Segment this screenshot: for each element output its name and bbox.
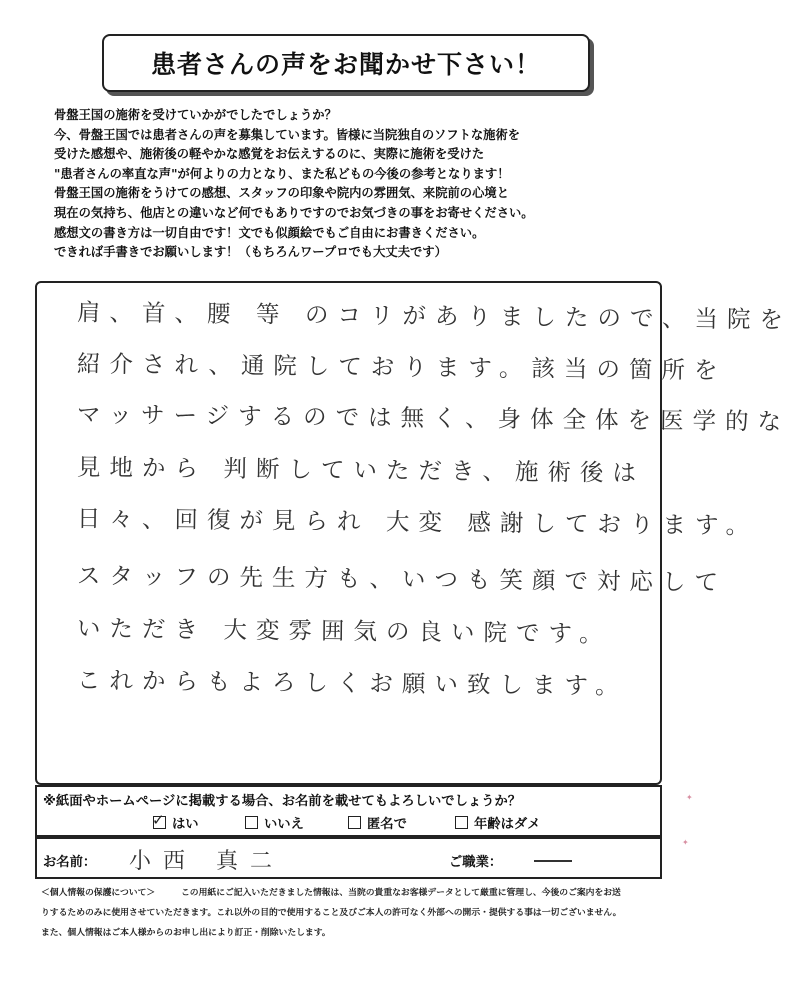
job-label: ご職業：	[449, 855, 503, 870]
comment-line: いただき 大変雰囲気の良い院です。	[76, 614, 612, 648]
option-label: 年齢はダメ	[474, 817, 541, 832]
intro-line: "患者さんの率直な声"が何よりの力となり、また私どもの今後の参考となります！	[54, 166, 510, 181]
intro-line: 現在の気持ち、他店との違いなど何でもありですのでお気づきの事をお寄せください。	[54, 205, 534, 220]
consent-question: ※紙面やホームページに掲載する場合、お名前を載せてもよろしいでしょうか？	[43, 794, 522, 809]
privacy-line: りするためのみに使用させていただきます。これ以外の目的で使用すること及びご本人の許可なく外部への開示・提供する事は一切ございません。	[41, 908, 622, 918]
consent-section	[35, 785, 662, 837]
job-value-dash[interactable]	[534, 860, 572, 862]
checkbox[interactable]	[245, 816, 258, 829]
intro-line: 骨盤王国の施術をうけての感想、スタッフの印象や院内の雰囲気、来院前の心境と	[54, 186, 509, 201]
privacy-line: この用紙にご記入いただきました情報は、当院の貴重なお客様データとして厳重に管理し、今後のご案内をお送	[181, 888, 621, 898]
checkbox[interactable]	[152, 811, 166, 829]
name-value[interactable]: 小西 真二	[129, 849, 284, 874]
comment-line: これからもよろしくお願い致します。	[76, 666, 628, 700]
comment-line: スタッフの先生方も、いつも笑顔で対応して	[76, 561, 728, 597]
option-label: 匿名で	[367, 817, 407, 832]
intro-line: できれば手書きでお願いします！（もちろんワープロでも大丈夫です）	[54, 245, 447, 260]
comment-line: 見地から 判断していただき、施術後は	[76, 453, 646, 487]
intro-line: 感想文の書き方は一切自由です！文でも似顔絵でもご自由にお書きください。	[54, 225, 485, 240]
checkbox[interactable]	[455, 816, 468, 829]
title-banner	[102, 34, 590, 92]
comment-line: 紹介され、通院しております。該当の箇所を	[76, 349, 727, 385]
name-section	[35, 837, 662, 879]
intro-line: 今、骨盤王国では患者さんの声を募集しています。皆様に当院独自のソフトな施術を	[54, 127, 521, 142]
option-no[interactable]	[245, 813, 304, 832]
checkbox[interactable]	[348, 816, 361, 829]
comment-area	[35, 281, 792, 785]
option-label: いいえ	[264, 817, 304, 832]
decoration-dot-icon: ✦	[686, 793, 693, 802]
name-label: お名前：	[43, 855, 97, 870]
option-yes[interactable]	[153, 813, 199, 832]
comment-line: マッサージするのでは無く、身体全体を医学的な	[76, 400, 791, 436]
comment-line: 日々、回復が見られ 大変 感謝しております。	[76, 504, 759, 540]
decoration-dot-icon: ✦	[682, 838, 689, 847]
privacy-notice	[41, 883, 661, 943]
intro-text	[54, 106, 664, 263]
option-no-age[interactable]	[455, 813, 540, 832]
privacy-heading: ＜個人情報の保護について＞	[41, 888, 156, 898]
check-mark-icon: ✓	[152, 811, 165, 829]
option-label: はい	[172, 817, 199, 832]
page-title: 患者さんの声をお聞かせ下さい！	[150, 50, 541, 79]
intro-line: 骨盤王国の施術を受けていかがでしたでしょうか？	[54, 108, 337, 122]
intro-line: 受けた感想や、施術後の軽やかな感覚をお伝えするのに、実際に施術を受けた	[54, 147, 485, 162]
privacy-line: また、個人情報はご本人様からのお申し出により訂正・削除いたします。	[41, 928, 331, 938]
option-anonymous[interactable]	[348, 813, 407, 832]
comment-line: 肩、首、腰 等 のコリがありましたので、当院を	[76, 298, 792, 334]
